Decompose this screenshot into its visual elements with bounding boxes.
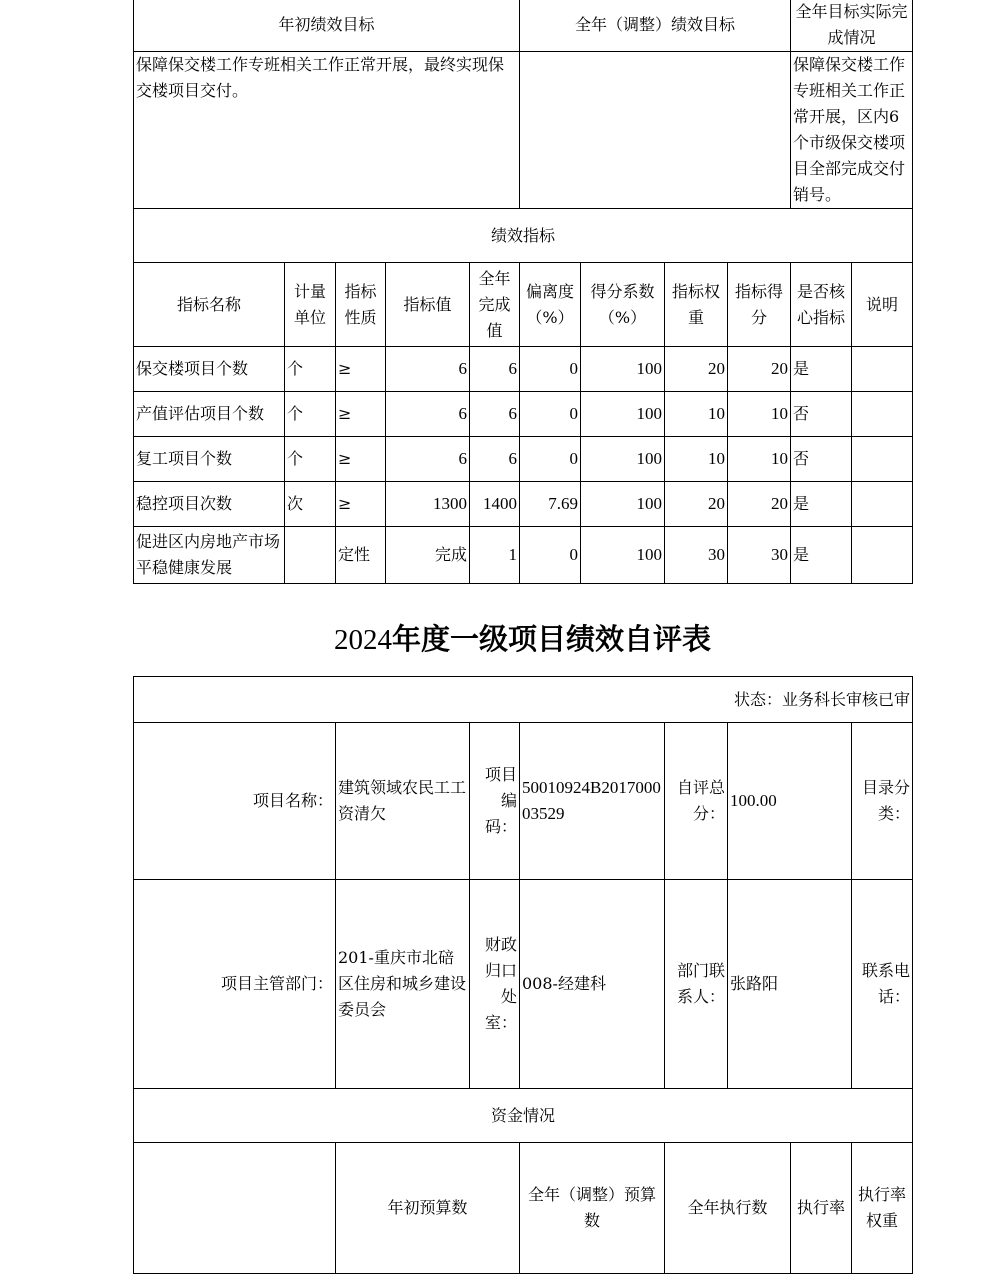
dept-value: 201-重庆市北碚区住房和城乡建设委员会 (336, 880, 470, 1089)
indicator-score: 20 (728, 347, 791, 392)
indicator-note (852, 392, 913, 437)
col-executed: 全年执行数 (665, 1143, 791, 1274)
indicator-score: 10 (728, 392, 791, 437)
indicator-table (133, 0, 913, 584)
phone-label: 联系电话： (852, 880, 913, 1089)
indicator-note (852, 527, 913, 584)
indicator-nature: ≥ (336, 392, 386, 437)
col-deviation: 偏离度（%） (520, 263, 581, 347)
indicator-actual: 6 (470, 437, 520, 482)
indicator-core: 是 (791, 347, 852, 392)
indicator-name: 保交楼项目个数 (134, 347, 285, 392)
indicator-name: 产值评估项目个数 (134, 392, 285, 437)
adjusted-goal-text (520, 52, 791, 209)
contact-label: 部门联系人： (665, 880, 728, 1089)
indicator-coef: 100 (581, 482, 665, 527)
col-initial-budget: 年初预算数 (336, 1143, 520, 1274)
indicator-core: 是 (791, 482, 852, 527)
dept-label: 项目主管部门： (134, 880, 336, 1089)
project-name-label: 项目名称： (134, 723, 336, 880)
indicator-unit: 个 (285, 392, 336, 437)
indicator-target: 完成 (386, 527, 470, 584)
col-is-core: 是否核心指标 (791, 263, 852, 347)
indicator-name: 稳控项目次数 (134, 482, 285, 527)
initial-goal-text: 保障保交楼工作专班相关工作正常开展，最终实现保交楼项目交付。 (134, 52, 520, 209)
col-unit: 计量单位 (285, 263, 336, 347)
indicator-coef: 100 (581, 437, 665, 482)
indicator-note (852, 347, 913, 392)
office-value: 008-经建科 (520, 880, 665, 1089)
indicator-target: 6 (386, 437, 470, 482)
indicator-score: 30 (728, 527, 791, 584)
indicator-deviation: 7.69 (520, 482, 581, 527)
indicator-core: 是 (791, 527, 852, 584)
category-label: 目录分类： (852, 723, 913, 880)
indicator-coef: 100 (581, 527, 665, 584)
col-indicator-name: 指标名称 (134, 263, 285, 347)
page-title (0, 620, 1000, 660)
indicator-deviation: 0 (520, 392, 581, 437)
indicator-score: 10 (728, 437, 791, 482)
indicator-core: 否 (791, 437, 852, 482)
indicator-unit: 个 (285, 347, 336, 392)
contact-value: 张路阳 (728, 880, 852, 1089)
title-text: 年度一级项目绩效自评表 (391, 624, 711, 656)
indicator-actual: 6 (470, 347, 520, 392)
indicator-unit: 个 (285, 437, 336, 482)
col-exec-rate: 执行率 (791, 1143, 852, 1274)
actual-completion-text: 保障保交楼工作专班相关工作正常开展，区内6个市级保交楼项目全部完成交付销号。 (791, 52, 913, 209)
indicator-score: 20 (728, 482, 791, 527)
project-code-value: 50010924B201700003529 (520, 723, 665, 880)
indicator-nature: ≥ (336, 437, 386, 482)
indicator-target: 6 (386, 347, 470, 392)
table-row (134, 347, 913, 392)
indicator-target: 6 (386, 392, 470, 437)
funds-section-title: 资金情况 (134, 1089, 913, 1143)
project-info-table (133, 676, 913, 1274)
indicator-actual: 6 (470, 392, 520, 437)
header-adjusted-goal: 全年（调整）绩效目标 (520, 0, 791, 52)
indicator-weight: 20 (665, 347, 728, 392)
indicator-nature: ≥ (336, 482, 386, 527)
table-row (134, 482, 913, 527)
col-actual-value: 全年完成值 (470, 263, 520, 347)
col-exec-rate-weight: 执行率权重 (852, 1143, 913, 1274)
indicator-deviation: 0 (520, 347, 581, 392)
indicator-coef: 100 (581, 347, 665, 392)
self-score-label: 自评总分： (665, 723, 728, 880)
indicator-coef: 100 (581, 392, 665, 437)
funds-blank-cell (134, 1143, 336, 1274)
office-label: 财政归口处室： (470, 880, 520, 1089)
indicator-note (852, 437, 913, 482)
col-adjusted-budget: 全年（调整）预算数 (520, 1143, 665, 1274)
project-code-label: 项目编码： (470, 723, 520, 880)
table-row (134, 437, 913, 482)
title-year: 2024 (333, 624, 392, 656)
indicator-nature: 定性 (336, 527, 386, 584)
col-score: 指标得分 (728, 263, 791, 347)
col-weight: 指标权重 (665, 263, 728, 347)
indicator-deviation: 0 (520, 527, 581, 584)
indicator-target: 1300 (386, 482, 470, 527)
col-note: 说明 (852, 263, 913, 347)
table-row (134, 527, 913, 584)
indicator-unit: 次 (285, 482, 336, 527)
project-name-value: 建筑领域农民工工资清欠 (336, 723, 470, 880)
indicators-section-title: 绩效指标 (134, 209, 913, 263)
header-initial-goal: 年初绩效目标 (134, 0, 520, 52)
col-score-coef: 得分系数（%） (581, 263, 665, 347)
indicator-weight: 30 (665, 527, 728, 584)
indicator-weight: 20 (665, 482, 728, 527)
indicator-weight: 10 (665, 437, 728, 482)
indicator-note (852, 482, 913, 527)
self-score-value: 100.00 (728, 723, 852, 880)
indicator-nature: ≥ (336, 347, 386, 392)
table-row (134, 392, 913, 437)
indicator-unit (285, 527, 336, 584)
indicator-actual: 1 (470, 527, 520, 584)
indicator-name: 复工项目个数 (134, 437, 285, 482)
col-nature: 指标性质 (336, 263, 386, 347)
indicator-core: 否 (791, 392, 852, 437)
indicator-actual: 1400 (470, 482, 520, 527)
header-actual-completion: 全年目标实际完成情况 (791, 0, 913, 52)
indicator-deviation: 0 (520, 437, 581, 482)
status-badge: 状态：业务科长审核已审 (134, 677, 913, 723)
indicator-name: 促进区内房地产市场平稳健康发展 (134, 527, 285, 584)
indicator-weight: 10 (665, 392, 728, 437)
col-target-value: 指标值 (386, 263, 470, 347)
